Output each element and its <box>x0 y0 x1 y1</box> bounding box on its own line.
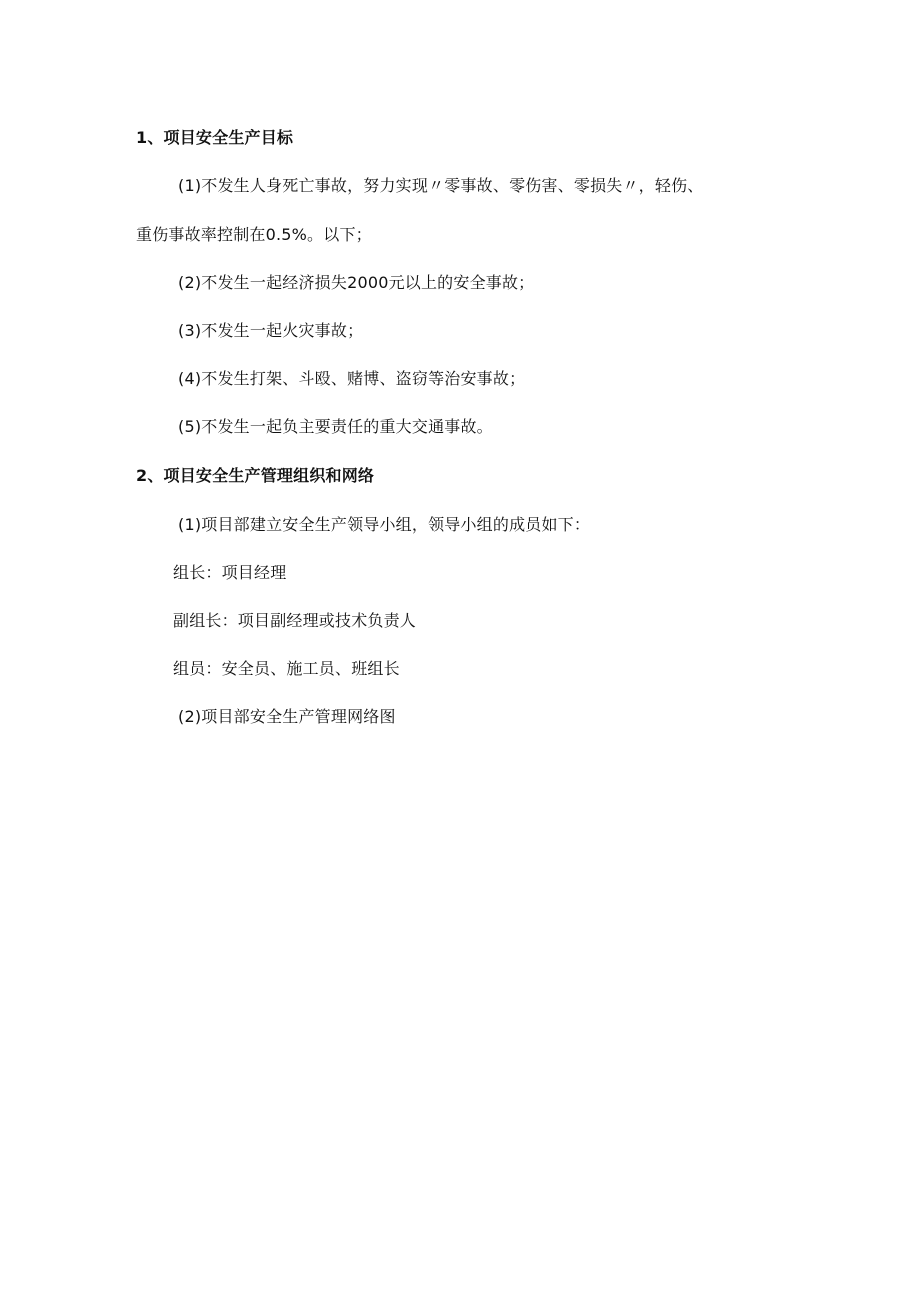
deputy-leader-text: 副组长：项目副经理或技术负责人 <box>173 611 417 630</box>
network-diagram-caption: (2)项目部安全生产管理网络图 <box>178 707 396 726</box>
goal-1-text: (1)不发生人身死亡事故，努力实现〃零事故、零伤害、零损失〃，轻伤、 <box>178 176 704 195</box>
section-2-heading: 2、项目安全生产管理组织和网络 <box>136 466 375 485</box>
team-leader-text: 组长：项目经理 <box>173 563 287 582</box>
section-1-heading: 1、项目安全生产目标 <box>136 128 294 147</box>
org-1-text: (1)项目部建立安全生产领导小组，领导小组的成员如下： <box>178 515 591 534</box>
goal-2-text: (2)不发生一起经济损失2000元以上的安全事故； <box>178 273 535 292</box>
goal-3-text: (3)不发生一起火灾事故； <box>178 321 364 340</box>
goal-5-text: (5)不发生一起负主要责任的重大交通事故。 <box>178 417 493 436</box>
goal-1-continuation: 重伤事故率控制在0.5%。以下； <box>136 225 372 244</box>
goal-4-text: (4)不发生打架、斗殴、赌博、盗窃等治安事故； <box>178 369 526 388</box>
team-members-text: 组员：安全员、施工员、班组长 <box>173 659 400 678</box>
